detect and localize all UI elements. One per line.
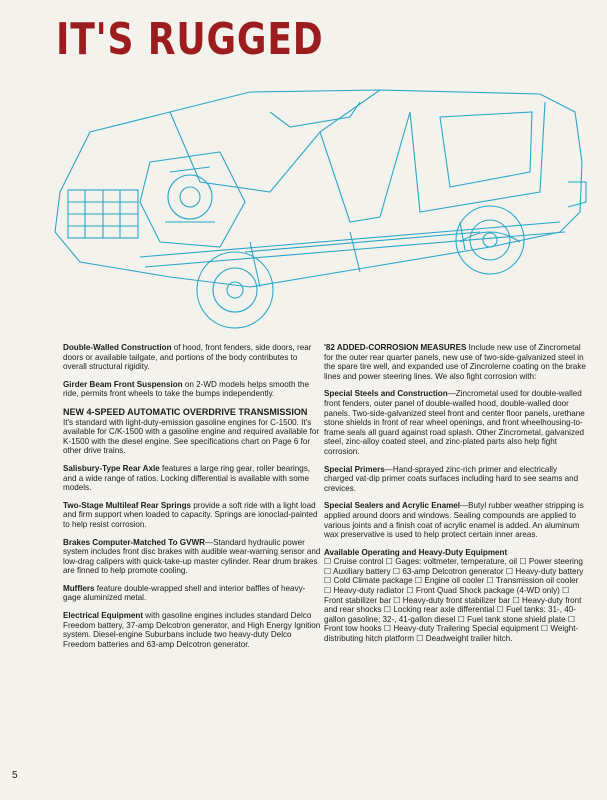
paragraph-brakes: Brakes Computer-Matched To GVWR—Standard hydraulic power system includes front disc brakes with audible wear-warning sensor and low-drag calipers with quick-take-up master cylinder. Rear drum brakes are finned to help promote cooling. — [63, 537, 321, 576]
paragraph-special-steels: Special Steels and Construction—Zincrometal used for double-walled front fenders, outer panel of double-walled hood, double-walled door panels. Two-side-galvanized steel front and center floor panels, urethane stone shields in front of rear wheel openings, and front wheelhousing-to-frame seals all guard against road splash. Other Zincrometal, galvanized steel, zinc-alloy coated steel, and zinc-plated parts also help fight corrosion. — [324, 389, 585, 456]
paragraph-special-primers: Special Primers—Hand-sprayed zinc-rich primer and electrically charged vat-dip primer coats surfaces including hard to see seams and crevices. — [324, 464, 579, 493]
paragraph-transmission: NEW 4-SPEED AUTOMATIC OVERDRIVE TRANSMISSION It's standard with light-duty-emission gasoline engines for C-1500. It's available for C/K-1500 with a gasoline engine and required available for K-1500 with the diesel engine. See specifications chart on Page 6 for other drive trains. — [63, 406, 320, 456]
paragraph-front-suspension: Girder Beam Front Suspension on 2-WD models helps smooth the ride, permits front wheels to take the bumps independently. — [63, 379, 310, 399]
paragraph-mufflers: Mufflers feature double-wrapped shell and interior baffles of heavy-gage aluminized metal. — [63, 583, 306, 603]
paragraph-corrosion-measures: '82 ADDED-CORROSION MEASURES Include new use of Zincrometal for the outer rear quarter panels, new use of two-side-galvanized steel in the spare tire well, and expanded use of Zincrolerne coating on the brake lines and power steering lines. We also fight corrosion with: — [324, 343, 586, 381]
left-text-column — [63, 343, 323, 657]
page-number: 5 — [12, 770, 18, 781]
paragraph-construction: Double-Walled Construction of hood, front fenders, side doors, rear doors or available tailgate, and portions of the body contributes to overall structural rigidity. — [63, 343, 312, 372]
paragraph-electrical: Electrical Equipment with gasoline engines includes standard Delco Freedom battery, 37-amp Delcotron generator, and High Energy Ignition system. Diesel-engine Suburbans include two heavy-duty Delco Freedom batteries and 63-amp Delcotron generator. — [63, 611, 321, 649]
paragraph-rear-axle: Salisbury-Type Rear Axle features a large ring gear, roller bearings, and a wide range of ratios. Locking differential is available with some models. — [63, 463, 310, 493]
paragraph-sealers: Special Sealers and Acrylic Enamel—Butyl rubber weather stripping is applied around doors and windows. Sealing compounds are applied to various joints and a finish coat of acrylic enamel is added. An aluminum wax preservative is used to help protect certain inner areas. — [324, 501, 584, 540]
right-text-column — [324, 343, 586, 652]
vehicle-cutaway-illustration — [20, 72, 587, 334]
paragraph-rear-springs: Two-Stage Multileaf Rear Springs provide a soft ride with a light load and firm support when loaded to capacity. Springs are ionoclad-painted to help resist corrosion. — [63, 500, 318, 529]
page-headline: IT'S RUGGED — [56, 14, 324, 65]
paragraph-equipment: Available Operating and Heavy-Duty Equipment ☐ Cruise control ☐ Gages: voltmeter, temperature, oil ☐ Power steering ☐ Auxiliary battery ☐ 63-amp Delcotron generator ☐ Heavy-duty battery ☐ Cold Climate package ☐ Engine oil cooler ☐ Transmission oil cooler ☐ Heavy-duty radiator ☐ Front Quad Shock package (4-WD only) ☐ Front stabilizer bar ☐ Heavy-duty front stabilizer bar ☐ Heavy-duty front and rear shocks ☐ Locking rear axle differential ☐ Fuel tanks: 31-, 40-gallon gasoline; 32-, 41-gallon diesel ☐ Fuel tank stone shield plate ☐ Front tow hooks ☐ Heavy-duty Trailering Special equipment ☐ Weight-distributing hitch platform ☐ Deadweight trailer hitch. — [324, 547, 584, 644]
transmission-heading: NEW 4-SPEED AUTOMATIC OVERDRIVE TRANSMISSION — [63, 406, 308, 417]
